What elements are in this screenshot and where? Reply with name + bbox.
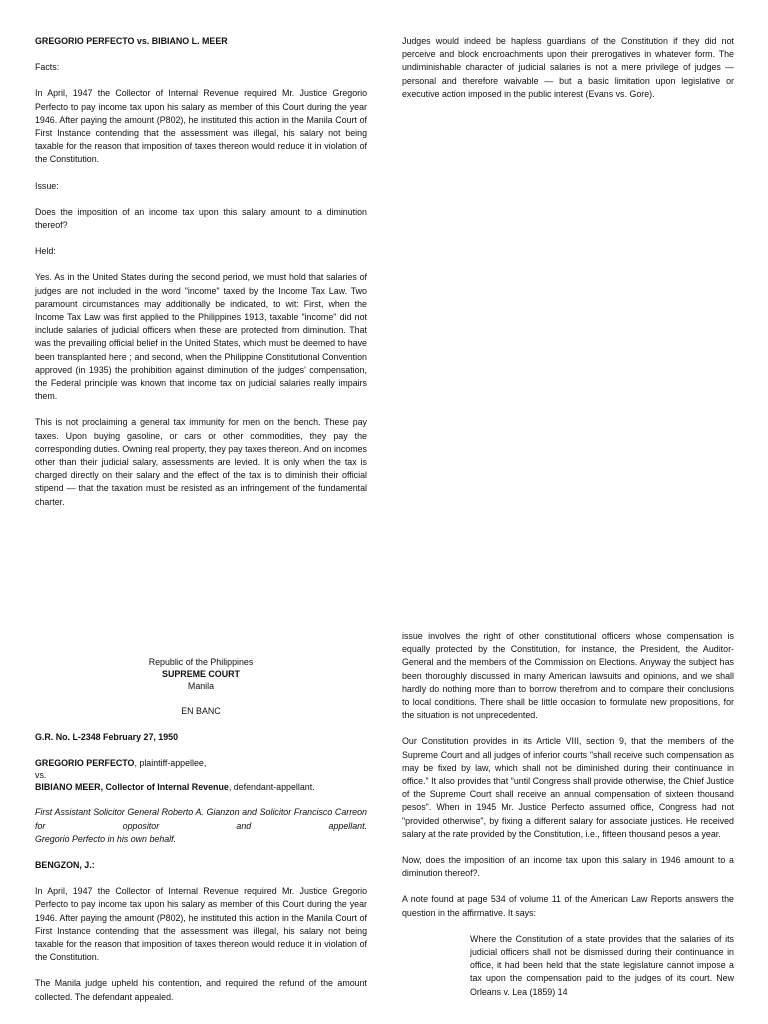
plaintiff-name: GREGORIO PERFECTO (35, 758, 135, 769)
held-paragraph-1: Yes. As in the United States during the second period, we must hold that salaries of judges are not included in the word "income" taxed by the Income Tax Law. Two paramount circumstances may additionally be indicated, to wit: First, when the Income Tax Law was first applied to the Philippines 1913, taxable "income" did not include salaries of judicial officers when these are protected from diminution. That was the prevailing official belief in the United States, which must be deemed to have been transplanted here ; and second, when the Philippine Constitutional Convention approved (in 1935) the prohibition against diminution of the judges' compensation, the Federal principle was known that income tax on judicial salaries really impairs them. (35, 272, 367, 402)
page1-left-column (35, 35, 367, 522)
ponente: BENGZON, J.: (35, 860, 95, 871)
court-header (35, 656, 367, 692)
page2-right-column (402, 630, 734, 1012)
held-label: Held: (35, 246, 56, 257)
counsel-appellee: Gregorio Perfecto in his own behalf. (35, 833, 177, 844)
issue-label: Issue: (35, 180, 59, 191)
plaintiff-role: , plaintiff-appellee, (134, 758, 207, 769)
opinion-paragraph-2: The Manila judge upheld his contention, and required the refund of the amount collected. The defendant appealed. (35, 978, 367, 1002)
parties-block (35, 757, 367, 793)
document-page-2 (0, 622, 768, 1024)
opinion-paragraph-3: issue involves the right of other constitutional officers whose compensation is equally protected by the Constitution, for instance, the President, the Auditor-General and the members of the Commission on Elections. Anyway the subject has been thoroughly discussed in many American lawsuits and opinions, and we shall hardly do nothing more than to borrow therefrom and to compare their conclusions to local conditions. There shall be little occasion to formulate new propositions, for the situation is not unprecedented. (402, 631, 734, 721)
facts-paragraph: In April, 1947 the Collector of Internal Revenue required Mr. Justice Gregorio Perfecto to pay income tax upon his salary as member of this Court during the year 1946. After paying the amount (P802), he instituted this action in the Manila Court of First Instance contending that the assessment was illegal, his salary not being taxable for the reason that imposition of taxes thereon would reduce it in violation of the Constitution. (35, 88, 367, 165)
defendant-name: BIBIANO MEER, Collector of Internal Revenue (35, 782, 229, 793)
opinion-paragraph-4: Our Constitution provides in its Article VIII, section 9, that the members of the Supreme Court and all judges of inferior courts "shall receive such compensation as may be fixed by law, which shall not be diminished during their continuance in office." It also provides that "until Congress shall provide otherwise, the Chief Justice of the Supreme Court shall receive an annual compensation of sixteen thousand pesos". When in 1945 Mr. Justice Perfecto assumed office, Congress had not "provided otherwise", by fixing a different salary for associate justices. He received salary at the rate provided by the Constitution, i.e., fifteen thousand pesos a year. (402, 736, 734, 839)
judges-paragraph: Judges would indeed be hapless guardians of the Constitution if they did not perceive and block encroachments upon their prerogatives in whatever form. The undiminishable character of judicial salaries is not a mere privilege of judges — personal and therefore waivable — but a basic limitation upon legislative or executive action imposed in the public interest (Evans vs. Gore). (402, 36, 734, 99)
en-banc-heading: EN BANC (181, 706, 221, 716)
case-number: G.R. No. L-2348 February 27, 1950 (35, 732, 179, 743)
held-paragraph-2: This is not proclaiming a general tax immunity for men on the bench. These pay taxes. Upon buying gasoline, or cars or other commodities, they pay the corresponding duties. Owning real property, they pay taxes thereon. And on incomes other than their judicial salary, assessments are levied. It is only when the tax is charged directly on their salary and the effect of the tax is to diminish their official stipend — that the taxation must be resisted as an infringement of the fundamental charter. (35, 417, 367, 507)
vs-text: vs. (35, 770, 47, 781)
case-title: GREGORIO PERFECTO vs. BIBIANO L. MEER (35, 36, 228, 46)
counsel-appellant: First Assistant Solicitor General Roberto A. Gianzon and Solicitor Francisco Carreon for oppositor and appellant. (35, 807, 367, 831)
page2-left-column (35, 656, 367, 1017)
supreme-court-line: SUPREME COURT (162, 669, 240, 679)
opinion-paragraph-1: In April, 1947 the Collector of Internal Revenue required Mr. Justice Gregorio Perfecto to pay income tax upon his salary as member of this Court during the year 1946. After paying the amount (P802), he instituted this action in the Manila Court of First Instance contending that the assessment was illegal, his salary not being taxable for the reason that imposition of taxes thereon would reduce it in violation of the Constitution. (35, 886, 367, 963)
republic-line: Republic of the Philippines (148, 657, 254, 667)
page1-right-column (402, 35, 734, 114)
opinion-paragraph-6: A note found at page 534 of volume 11 of the American Law Reports answers the question in the affirmative. It says: (402, 894, 734, 918)
defendant-role: , defendant-appellant. (228, 782, 315, 793)
opinion-paragraph-5: Now, does the imposition of an income tax upon this salary in 1946 amount to a diminution thereof?. (402, 855, 734, 879)
block-quote: Where the Constitution of a state provides that the salaries of its judicial officers shall not be dismissed during their continuance in office, it had been held that the state legislature cannot impose a tax upon the compensation paid to the judges of its court. New Orleans v. Lea (1859) 14 (470, 933, 734, 997)
manila-line: Manila (187, 681, 215, 691)
facts-label: Facts: (35, 62, 60, 73)
counsel-block (35, 806, 367, 846)
issue-paragraph: Does the imposition of an income tax upon this salary amount to a diminution thereof? (35, 206, 367, 231)
